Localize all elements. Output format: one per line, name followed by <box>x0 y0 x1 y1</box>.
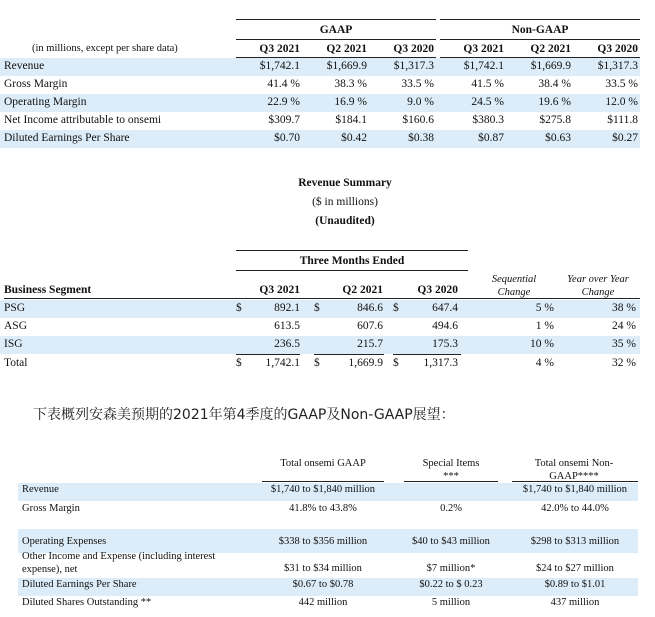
row-label: Gross Margin <box>4 78 68 90</box>
table-cell: $1,669.9 <box>530 60 571 72</box>
dollar-sign: $ <box>314 357 320 369</box>
table-cell: $0.63 <box>545 132 571 144</box>
outlook-cell: 437 million <box>550 597 600 608</box>
business-segment-header: Business Segment <box>4 284 92 296</box>
sequential-change-cell: 5 % <box>535 302 554 314</box>
outlook-cell: $298 to $313 million <box>530 536 620 547</box>
dollar-sign: $ <box>236 302 242 314</box>
yoy-change-cell: 35 % <box>612 338 636 350</box>
column-header: Q3 2020 <box>597 43 638 55</box>
outlook-cell: $338 to $356 million <box>278 536 368 547</box>
table-cell: $184.1 <box>335 114 367 126</box>
header-rule <box>262 481 384 482</box>
table-cell: 613.5 <box>274 320 300 332</box>
yoy-change-cell: 32 % <box>612 357 636 369</box>
table-cell: $0.87 <box>478 132 504 144</box>
outlook-cell: $1,740 to $1,840 million <box>522 484 628 495</box>
outlook-column-header: Total onsemi Non-GAAP**** <box>534 458 614 481</box>
dollar-sign: $ <box>314 302 320 314</box>
table-cell: 41.5 % <box>471 78 504 90</box>
unit-note: (in millions, except per share data) <box>32 43 178 54</box>
table-cell: $0.38 <box>408 132 434 144</box>
yoy-change-header: Year over Year Change <box>567 274 629 298</box>
outlook-cell: $1,740 to $1,840 million <box>270 484 376 495</box>
table-cell: 19.6 % <box>538 96 571 108</box>
dollar-sign: $ <box>393 357 399 369</box>
outlook-cell: 42.0% to 44.0% <box>541 503 609 514</box>
row-label: Revenue <box>4 60 45 72</box>
gaap-group-header: GAAP <box>319 24 353 36</box>
outlook-row-label: Diluted Shares Outstanding ** <box>22 597 152 608</box>
table-cell: $160.6 <box>402 114 434 126</box>
table-cell: 38.3 % <box>334 78 367 90</box>
header-rule <box>404 481 498 482</box>
outlook-column-header: Special Items *** <box>422 458 480 481</box>
outlook-row-label: Other Income and Expense (including interest expense), net <box>22 551 216 575</box>
outlook-row-label: Gross Margin <box>22 503 80 514</box>
row-label: Operating Margin <box>4 96 87 108</box>
table-cell: 215.7 <box>357 338 383 350</box>
sequential-change-cell: 10 % <box>530 338 554 350</box>
table-cell: 846.6 <box>357 302 383 314</box>
table-cell: $111.8 <box>607 114 638 126</box>
nongaap-group-header: Non-GAAP <box>511 24 569 36</box>
table-cell: $1,317.3 <box>597 60 638 72</box>
header-rule <box>512 481 638 482</box>
table-cell: 38.4 % <box>538 78 571 90</box>
table-cell: 33.5 % <box>605 78 638 90</box>
outlook-cell: $7 million* <box>426 563 476 574</box>
column-header: Q3 2021 <box>259 284 300 296</box>
dollar-sign: $ <box>236 357 242 369</box>
table-cell: 22.9 % <box>267 96 300 108</box>
table-cell: $1,742.1 <box>259 60 300 72</box>
column-header: Q3 2021 <box>463 43 504 55</box>
table-cell: 12.0 % <box>605 96 638 108</box>
table-cell: $1,669.9 <box>326 60 367 72</box>
table-cell: $0.70 <box>274 132 300 144</box>
summary-status: (Unaudited) <box>315 215 375 227</box>
table-cell: $0.27 <box>612 132 638 144</box>
outlook-cell: $24 to $27 million <box>536 563 614 574</box>
outlook-cell: $0.22 to $ 0.23 <box>419 579 483 590</box>
yoy-change-cell: 24 % <box>612 320 636 332</box>
outlook-row-label: Diluted Earnings Per Share <box>22 579 137 590</box>
column-header: Q2 2021 <box>342 284 383 296</box>
table-cell: 24.5 % <box>471 96 504 108</box>
table-cell: 236.5 <box>274 338 300 350</box>
three-months-ended-header: Three Months Ended <box>299 255 405 267</box>
table-cell: 16.9 % <box>334 96 367 108</box>
column-header: Q3 2020 <box>417 284 458 296</box>
column-header: Q2 2021 <box>530 43 571 55</box>
sequential-change-header: Sequential Change <box>491 274 537 298</box>
table-cell: $275.8 <box>539 114 571 126</box>
table-cell: 9.0 % <box>407 96 434 108</box>
segment-label: PSG <box>4 302 26 314</box>
dollar-sign: $ <box>393 302 399 314</box>
table-cell: 494.6 <box>432 320 458 332</box>
table-cell: 175.3 <box>432 338 458 350</box>
outlook-row-label: Operating Expenses <box>22 536 107 547</box>
table-cell: $380.3 <box>472 114 504 126</box>
table-cell: $1,742.1 <box>463 60 504 72</box>
row-label: Net Income attributable to onsemi <box>4 114 162 126</box>
table-cell: 892.1 <box>274 302 300 314</box>
table-cell: 647.4 <box>432 302 458 314</box>
total-rule <box>393 354 461 355</box>
sequential-change-cell: 4 % <box>535 357 554 369</box>
segment-label: ASG <box>4 320 28 332</box>
table-cell: 1,317.3 <box>423 357 458 369</box>
row-label: Diluted Earnings Per Share <box>4 132 130 144</box>
column-header: Q3 2020 <box>393 43 434 55</box>
outlook-cell: 442 million <box>298 597 348 608</box>
summary-title: Revenue Summary <box>298 177 392 189</box>
segment-label: Total <box>4 357 28 369</box>
table-cell: 607.6 <box>357 320 383 332</box>
outlook-cell: 0.2% <box>440 503 462 514</box>
outlook-cell: $0.89 to $1.01 <box>544 579 606 590</box>
yoy-change-cell: 38 % <box>612 302 636 314</box>
total-rule <box>314 354 384 355</box>
table-cell: $1,317.3 <box>393 60 434 72</box>
segment-label: ISG <box>4 338 23 350</box>
outlook-row-label: Revenue <box>22 484 59 495</box>
outlook-intro: 下表概列安森美预期的2021年第4季度的GAAP及Non-GAAP展望： <box>33 407 455 423</box>
table-cell: 33.5 % <box>401 78 434 90</box>
outlook-cell: $31 to $34 million <box>284 563 362 574</box>
table-cell: 1,669.9 <box>348 357 383 369</box>
outlook-cell: 5 million <box>431 597 471 608</box>
sequential-change-cell: 1 % <box>535 320 554 332</box>
outlook-cell: $0.67 to $0.78 <box>292 579 354 590</box>
table-cell: 41.4 % <box>267 78 300 90</box>
table-cell: $309.7 <box>268 114 300 126</box>
column-header: Q2 2021 <box>326 43 367 55</box>
table-cell: $0.42 <box>341 132 367 144</box>
table-cell: 1,742.1 <box>265 357 300 369</box>
outlook-column-header: Total onsemi GAAP <box>280 458 366 469</box>
column-header: Q3 2021 <box>259 43 300 55</box>
outlook-cell: $40 to $43 million <box>412 536 490 547</box>
outlook-cell: 41.8% to 43.8% <box>289 503 357 514</box>
summary-units: ($ in millions) <box>312 196 378 208</box>
total-rule <box>236 354 300 355</box>
